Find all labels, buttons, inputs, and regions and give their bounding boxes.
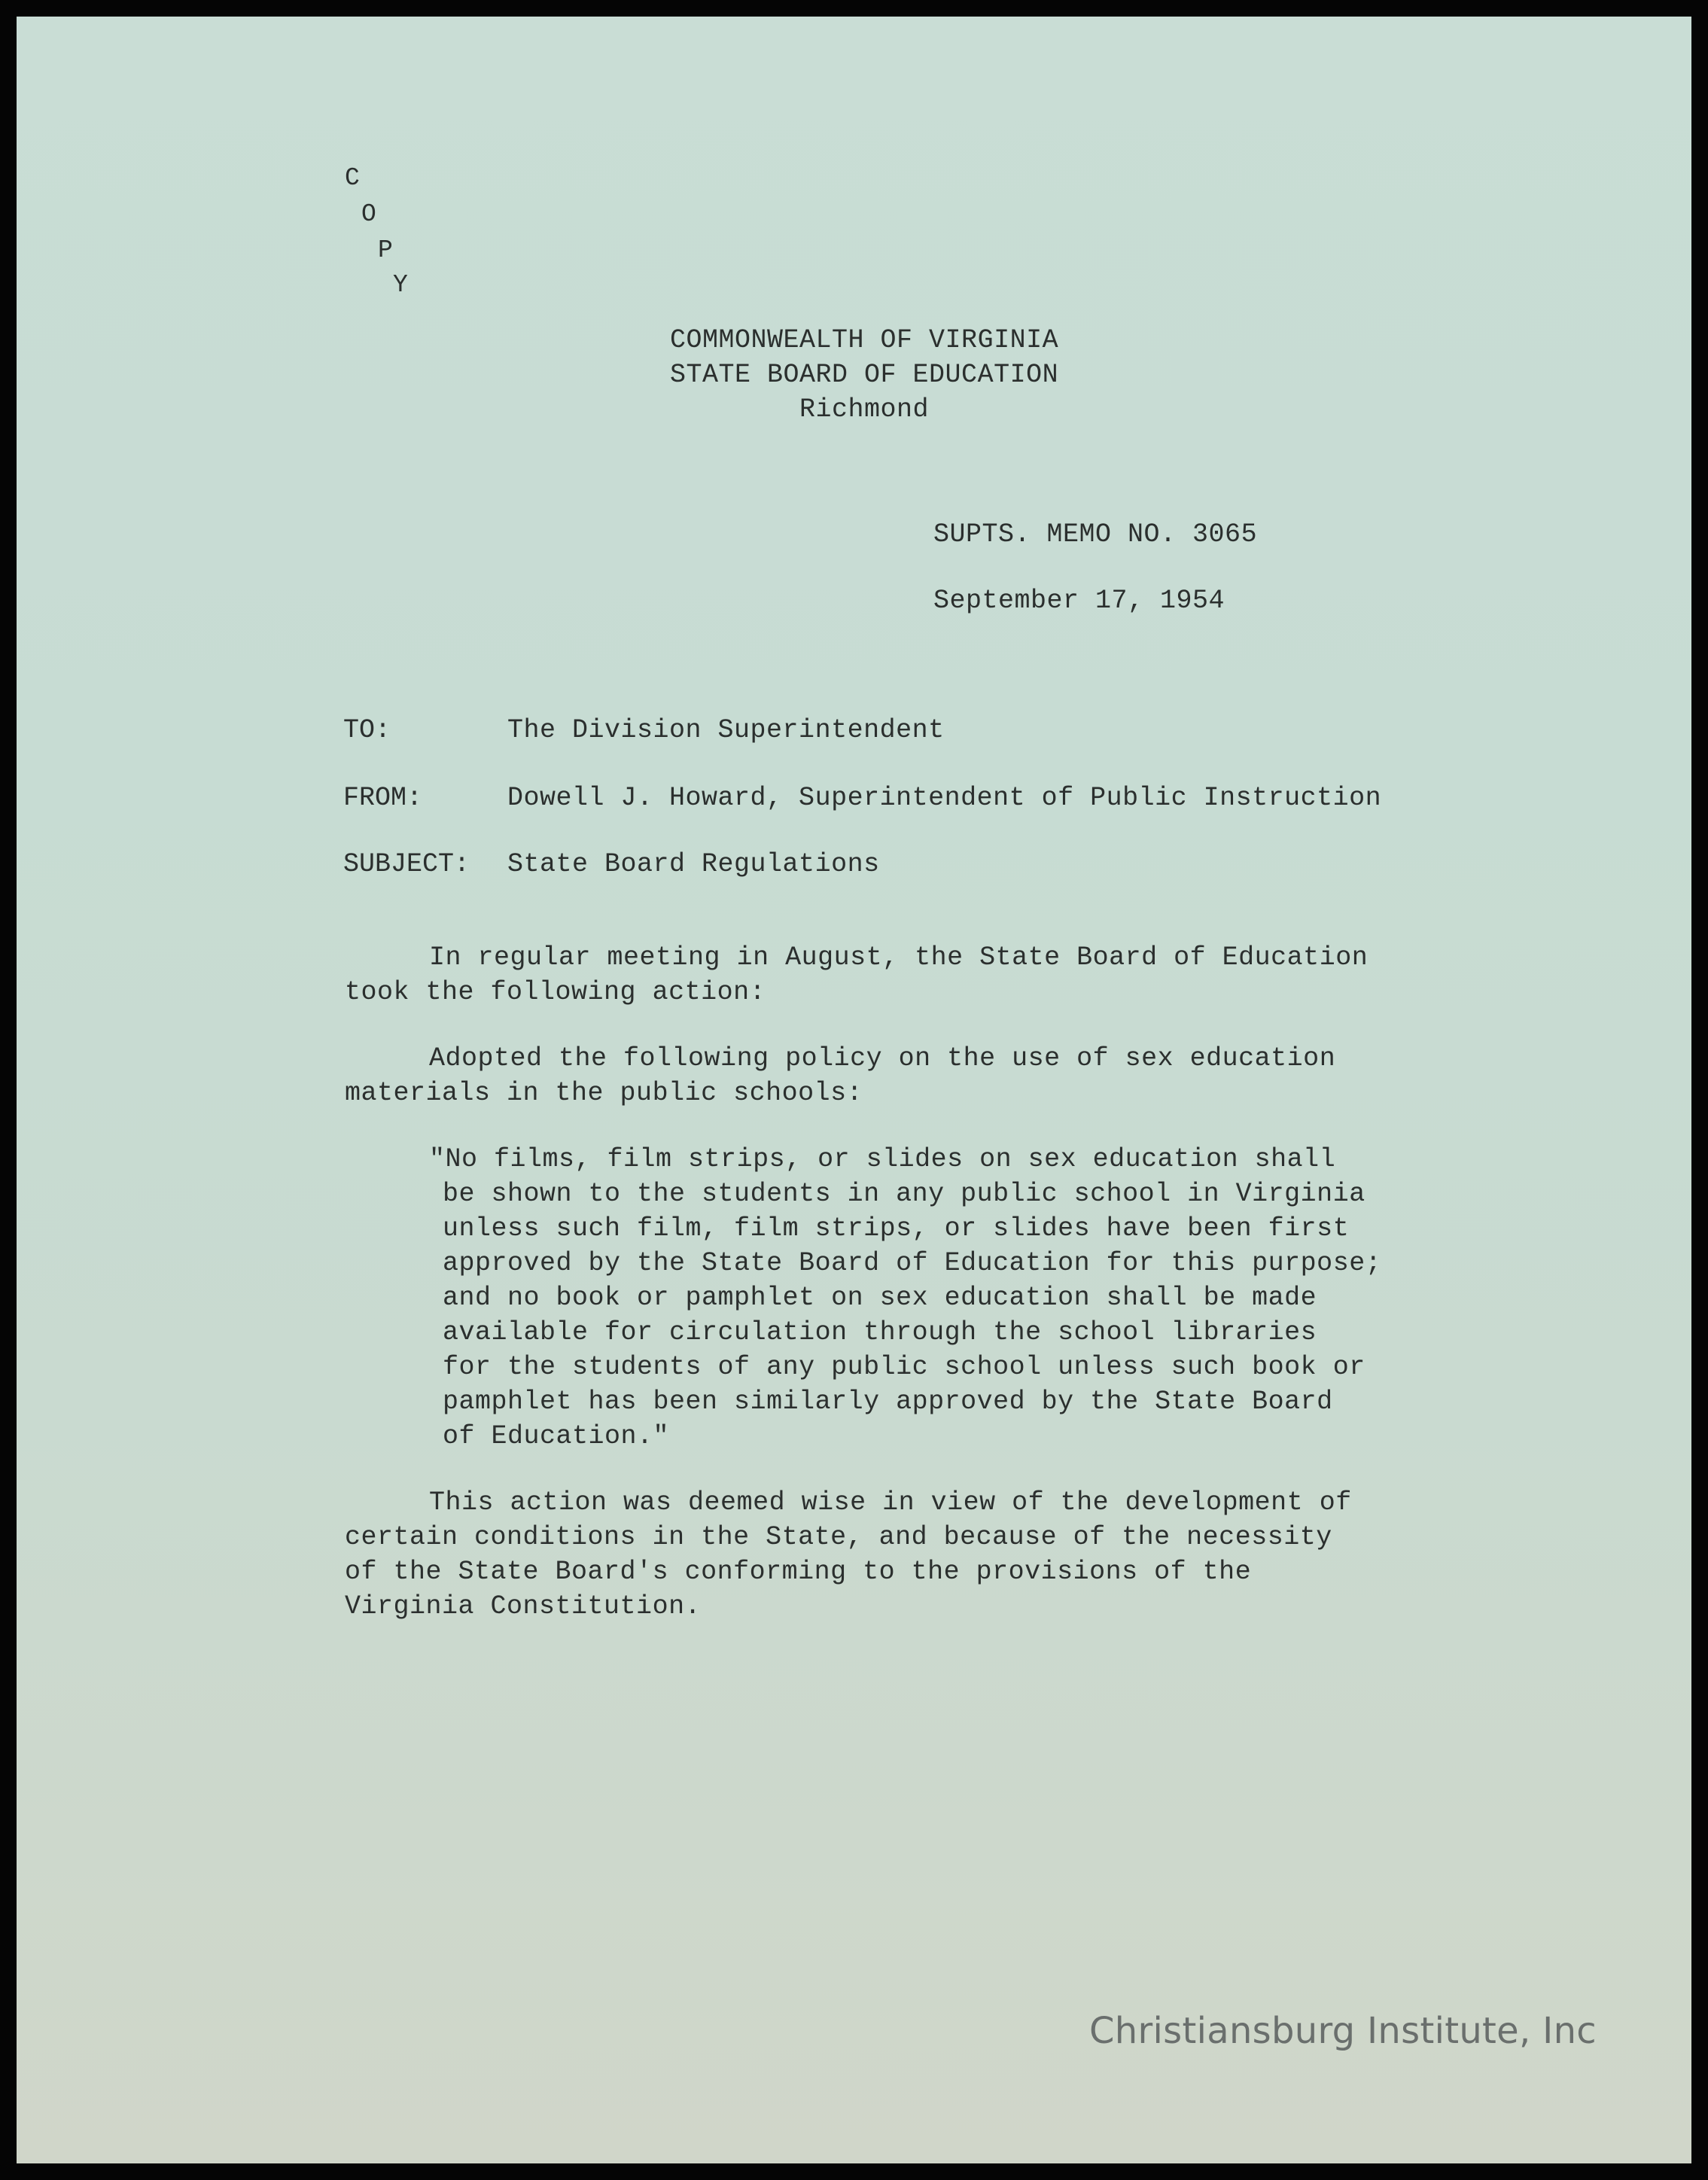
quote-line: available for circulation through the school libraries <box>443 1317 1317 1347</box>
letterhead-line-board: STATE BOARD OF EDUCATION <box>670 360 1059 390</box>
copy-mark-letter: Y <box>393 271 408 299</box>
paragraph-2-line: Adopted the following policy on the use of sex education <box>429 1043 1336 1073</box>
to-label: TO: <box>343 715 391 745</box>
paragraph-3-line: Virginia Constitution. <box>345 1591 702 1621</box>
quote-line: "No films, film strips, or slides on sex education shall <box>429 1144 1336 1174</box>
paragraph-3-line: This action was deemed wise in view of the development of <box>429 1487 1352 1518</box>
memo-page <box>17 17 1691 2163</box>
subject-value: State Board Regulations <box>507 849 880 879</box>
quote-line: approved by the State Board of Education for this purpose; <box>443 1248 1382 1278</box>
from-value: Dowell J. Howard, Superintendent of Public Instruction <box>507 783 1382 813</box>
quote-line: for the students of any public school unless such book or <box>443 1352 1365 1382</box>
memo-date: September 17, 1954 <box>933 586 1225 616</box>
quote-line: of Education." <box>443 1421 670 1451</box>
quote-line: and no book or pamphlet on sex education shall be made <box>443 1283 1317 1313</box>
quote-line: be shown to the students in any public school in Virginia <box>443 1179 1365 1209</box>
paragraph-2-line: materials in the public schools: <box>345 1078 863 1108</box>
paragraph-3-line: of the State Board's conforming to the provisions of the <box>345 1557 1252 1587</box>
memo-number: SUPTS. MEMO NO. 3065 <box>933 519 1258 550</box>
archive-watermark: Christiansburg Institute, Inc <box>1088 2010 1597 2052</box>
subject-label: SUBJECT: <box>343 849 470 879</box>
letterhead-line-commonwealth: COMMONWEALTH OF VIRGINIA <box>670 325 1059 355</box>
paragraph-1-line: In regular meeting in August, the State Board of Education <box>429 942 1369 973</box>
to-value: The Division Superintendent <box>507 715 945 745</box>
letterhead-line-city: Richmond <box>799 394 930 425</box>
from-label: FROM: <box>343 783 423 813</box>
quote-line: pamphlet has been similarly approved by the State Board <box>443 1387 1333 1417</box>
paragraph-1-line: took the following action: <box>345 977 766 1007</box>
quote-line: unless such film, film strips, or slides have been first <box>443 1213 1350 1244</box>
paragraph-3-line: certain conditions in the State, and because of the necessity <box>345 1522 1332 1552</box>
copy-mark-letter: C <box>345 164 360 192</box>
copy-mark-letter: O <box>361 200 376 228</box>
copy-mark-letter: P <box>378 236 393 264</box>
